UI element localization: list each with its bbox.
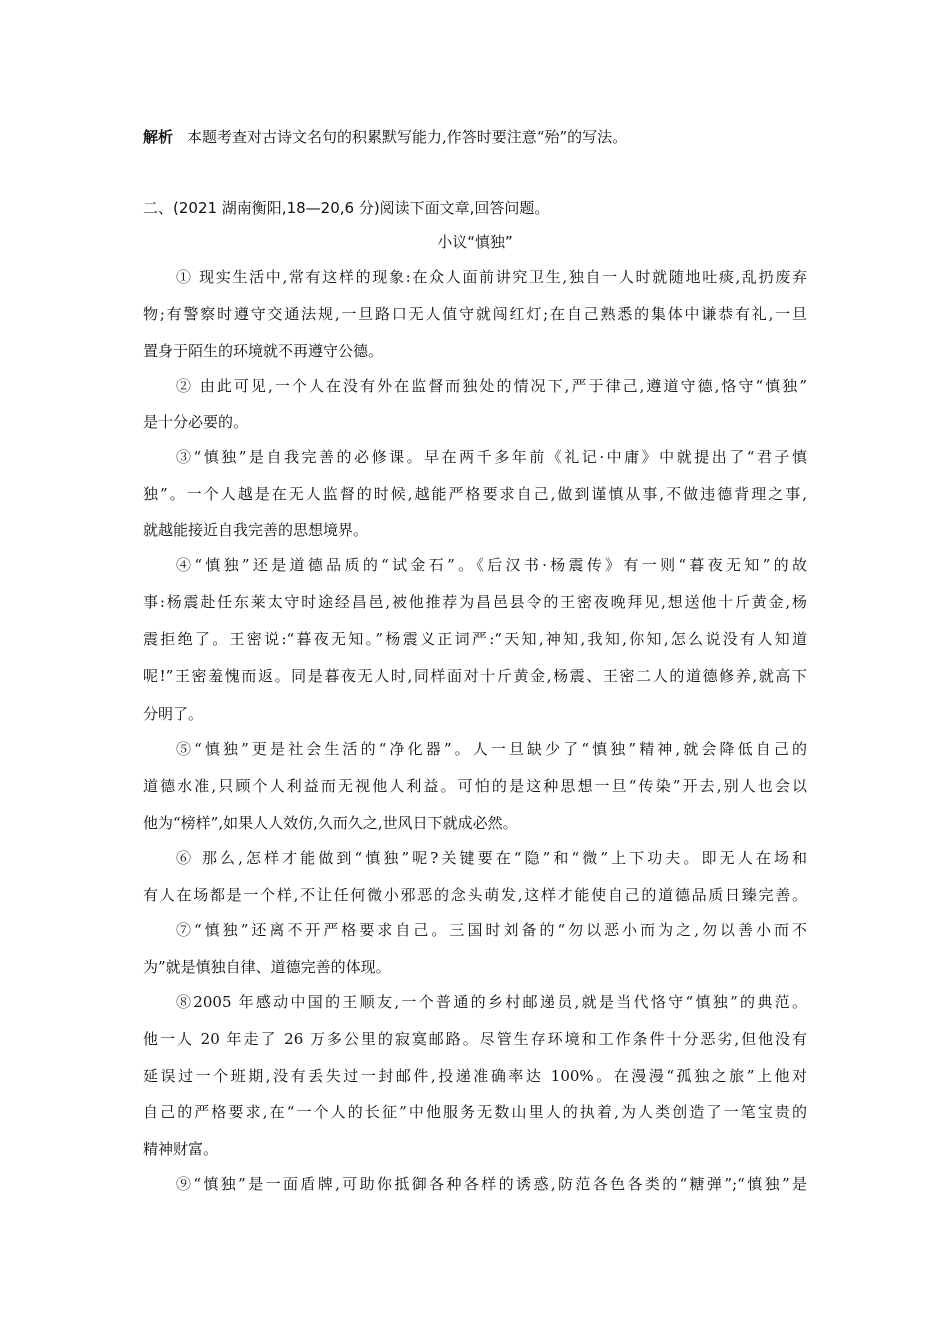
text-line: ⑦“慎独”还离不开严格要求自己。三国时刘备的“勿以恶小而为之,勿以善小而不 bbox=[176, 921, 807, 939]
text-line: 有人在场都是一个样,不让任何微小邪恶的念头萌发,这样才能使自己的道德品质日臻完善。 bbox=[143, 886, 807, 904]
text-line: ② 由此可见,一个人在没有外在监督而独处的情况下,严于律己,遵道守德,恪守“慎独” bbox=[176, 377, 807, 395]
text-line: 独”。一个人越是在无人监督的时候,越能严格要求自己,做到谨慎从事,不做违德背理之事, bbox=[143, 485, 807, 503]
analysis-text: 本题考查对古诗文名句的积累默写能力,作答时要注意“殆”的写法。 bbox=[187, 128, 628, 146]
text-line: 他为“榜样”,如果人人效仿,久而久之,世风日下就成必然。 bbox=[143, 814, 518, 832]
text-line: 置身于陌生的环境就不再遵守公德。 bbox=[143, 342, 384, 360]
text-line: ⑥ 那么,怎样才能做到“慎独”呢?关键要在“隐”和“微”上下功夫。即无人在场和 bbox=[176, 849, 807, 867]
text-line: ④“慎独”还是道德品质的“试金石”。《后汉书·杨震传》有一则“暮夜无知”的故 bbox=[176, 556, 807, 574]
text-line: 震拒绝了。王密说:“暮夜无知。”杨震义正词严:“天知,神知,我知,你知,怎么说没有人知道 bbox=[143, 630, 807, 648]
text-line: 事:杨震赴任东莱太守时途经昌邑,被他推荐为昌邑县令的王密夜晚拜见,想送他十斤黄金,杨 bbox=[143, 593, 807, 611]
text-line: 道德水准,只顾个人利益而无视他人利益。可怕的是这种思想一旦“传染”开去,别人也会以 bbox=[143, 777, 807, 795]
text-line: ⑨“慎独”是一面盾牌,可助你抵御各种各样的诱惑,防范各色各类的“糖弹”;“慎独”是 bbox=[176, 1175, 807, 1193]
text-line: ① 现实生活中,常有这样的现象:在众人面前讲究卫生,独自一人时就随地吐痰,乱扔废弃 bbox=[176, 268, 807, 286]
analysis-paragraph bbox=[143, 127, 807, 147]
section-heading: 二、(2021 湖南衡阳,18—20,6 分)阅读下面文章,回答问题。 bbox=[143, 199, 550, 217]
text-line: 是十分必要的。 bbox=[143, 413, 249, 431]
text-line: ⑤“慎独”更是社会生活的“净化器”。人一旦缺少了“慎独”精神,就会降低自己的 bbox=[176, 740, 807, 758]
text-line: 精神财富。 bbox=[143, 1140, 219, 1158]
text-line: ③“慎独”是自我完善的必修课。早在两千多年前《礼记·中庸》中就提出了“君子慎 bbox=[176, 448, 807, 466]
text-line: 延误过一个班期,没有丢失过一封邮件,投递准确率达 100%。在漫漫“孤独之旅”上他对 bbox=[143, 1067, 807, 1085]
article-title: 小议“慎独” bbox=[437, 233, 513, 251]
text-line: 自己的严格要求,在“一个人的长征”中他服务无数山里人的执着,为人类创造了一笔宝贵的 bbox=[143, 1103, 807, 1121]
analysis-label: 解析 bbox=[143, 128, 174, 146]
text-line: 为”就是慎独自律、道德完善的体现。 bbox=[143, 958, 391, 976]
text-line: 分明了。 bbox=[143, 705, 204, 723]
text-line: 就越能接近自我完善的思想境界。 bbox=[143, 521, 369, 539]
text-line: 他一人 20 年走了 26 万多公里的寂寞邮路。尽管生存环境和工作条件十分恶劣,但他没有 bbox=[143, 1030, 807, 1048]
text-line: 呢!”王密羞愧而返。同是暮夜无人时,同样面对十斤黄金,杨震、王密二人的道德修养,就高下 bbox=[143, 667, 807, 685]
text-line: ⑧2005 年感动中国的王顺友,一个普通的乡村邮递员,就是当代恪守“慎独”的典范。 bbox=[176, 993, 807, 1011]
text-line: 物;有警察时遵守交通法规,一旦路口无人值守就闯红灯;在自己熟悉的集体中谦恭有礼,一旦 bbox=[143, 305, 807, 323]
